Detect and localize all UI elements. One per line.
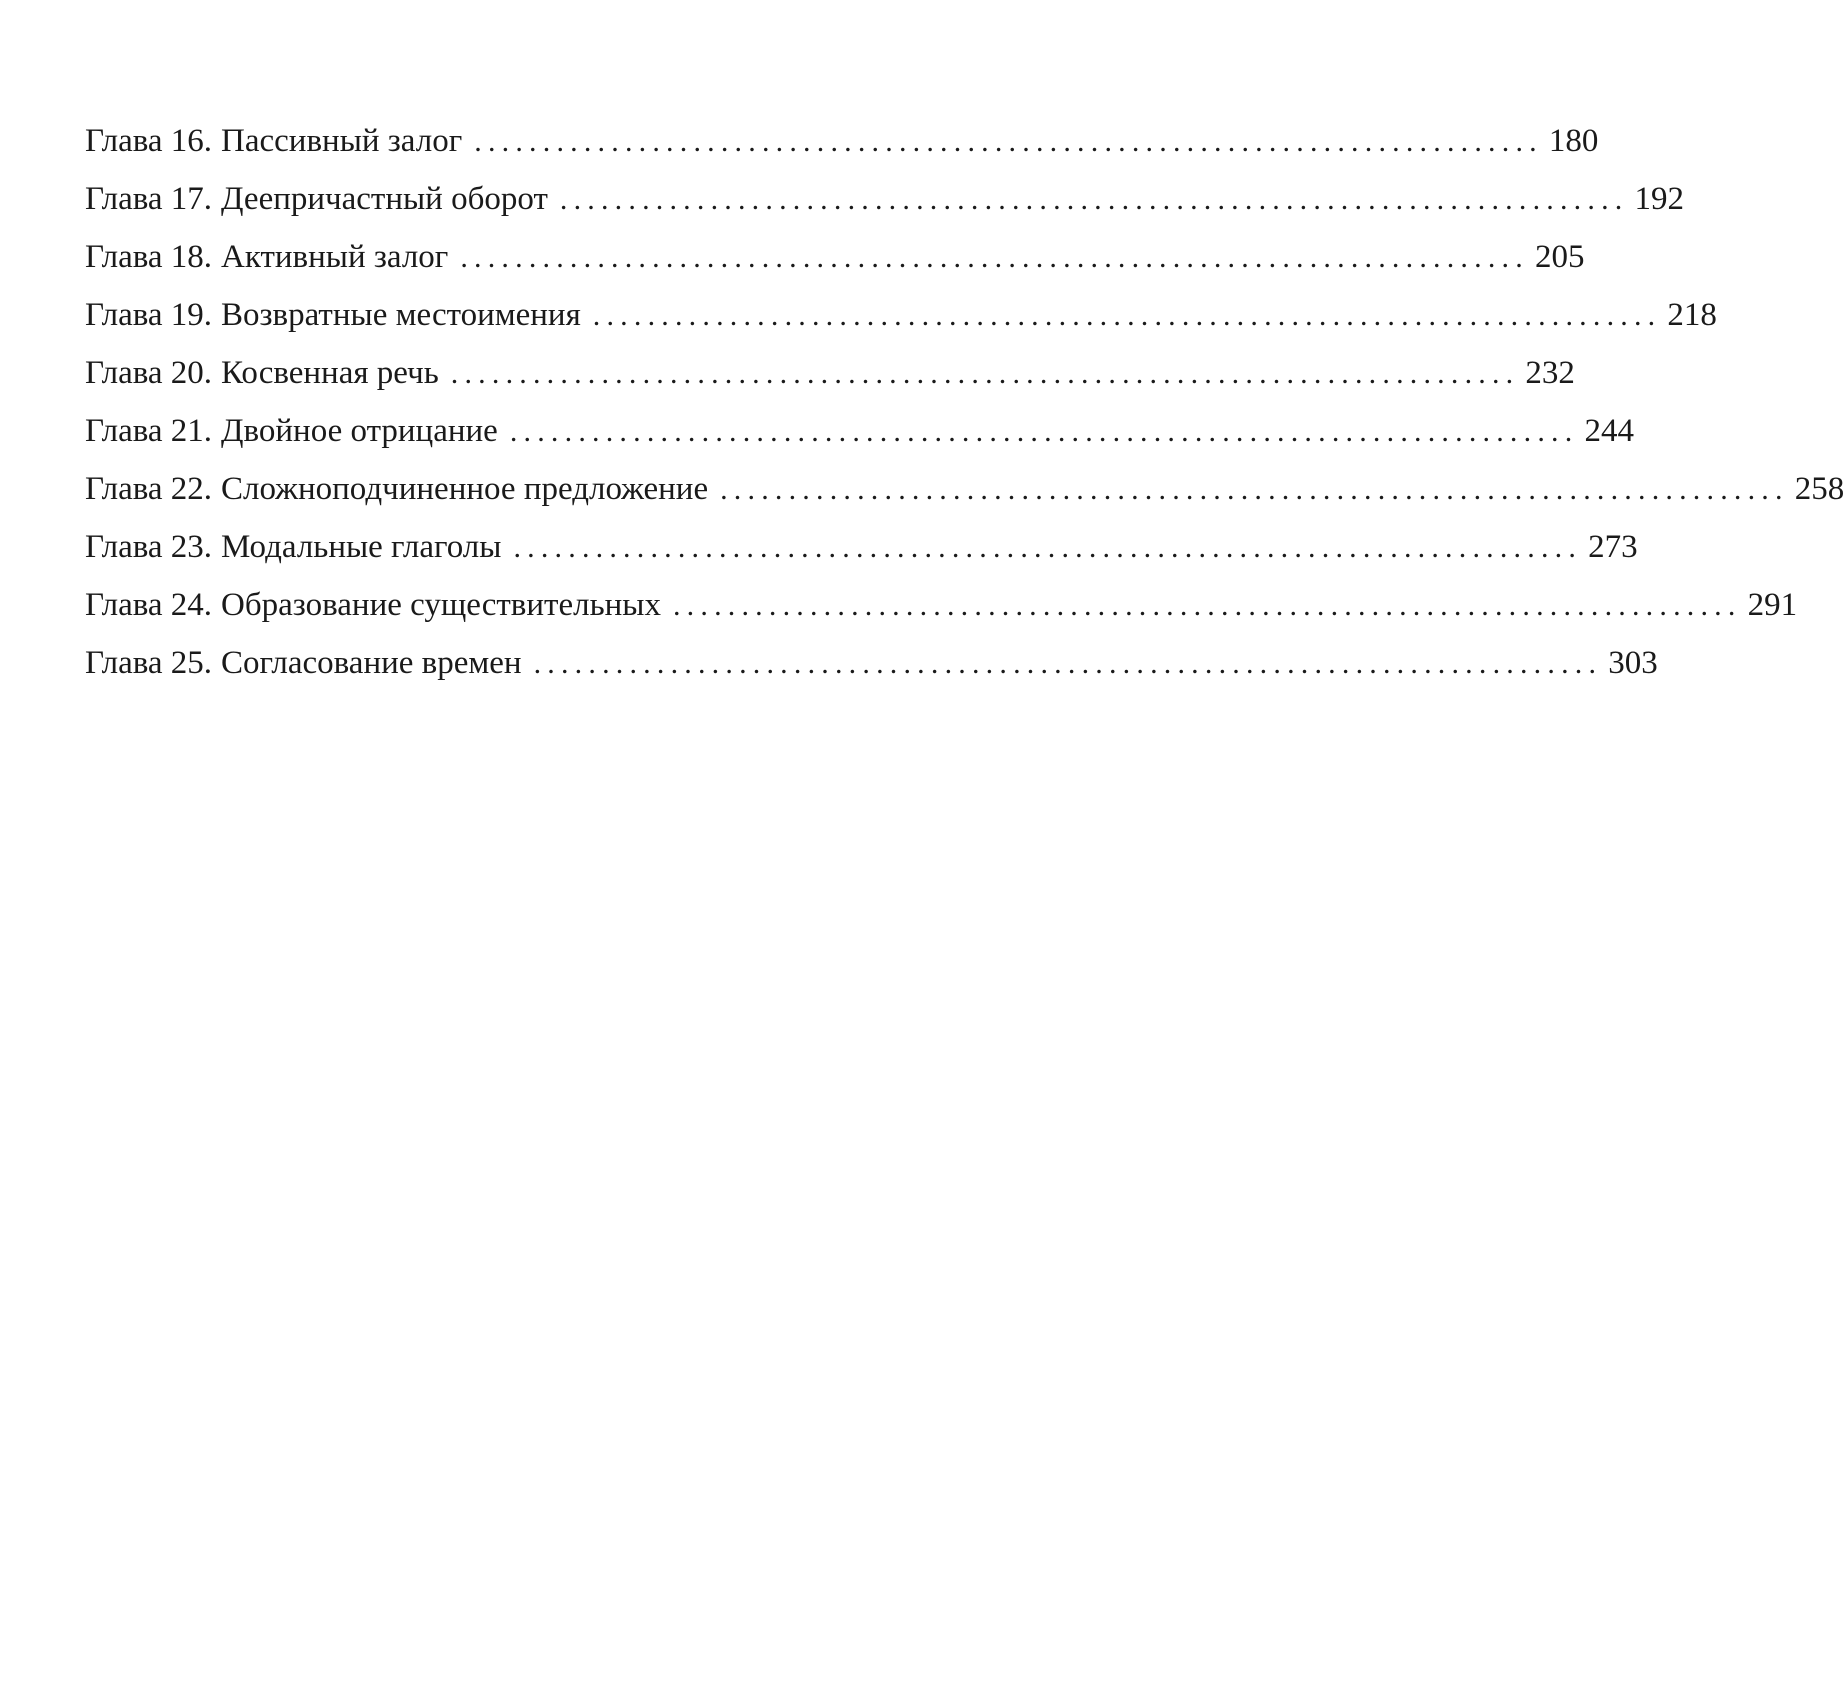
toc-chapter-number: Глава 16.	[85, 123, 213, 159]
toc-entry	[85, 170, 1684, 228]
toc-chapter-title: Возвратные местоимения	[221, 297, 581, 333]
toc-dot-leader: ..............................................................................	[513, 531, 1583, 564]
toc-chapter-title: Пассивный залог	[221, 123, 463, 159]
toc-entry	[85, 576, 1798, 634]
toc-entry	[85, 518, 1638, 576]
toc-dot-leader: ..............................................................................	[559, 183, 1629, 216]
toc-page-number: 180	[1548, 123, 1599, 159]
toc-dot-leader: ..............................................................................	[672, 589, 1742, 622]
toc-entry	[85, 634, 1658, 692]
toc-entry	[85, 228, 1585, 286]
toc-page-number: 258	[1794, 471, 1844, 507]
toc-chapter-title: Активный залог	[221, 239, 449, 275]
toc-chapter-title: Косвенная речь	[221, 355, 439, 391]
toc-dot-leader: ..............................................................................	[533, 647, 1603, 680]
toc-chapter-title: Согласование времен	[221, 645, 522, 681]
toc-chapter-title: Сложноподчиненное предложение	[221, 471, 709, 507]
toc-dot-leader: ..............................................................................	[474, 125, 1543, 158]
toc-page-number: 232	[1525, 355, 1575, 391]
toc-chapter-number: Глава 23.	[85, 529, 213, 565]
toc-chapter-title: Деепричастный оборот	[221, 181, 548, 217]
toc-chapter-number: Глава 25.	[85, 645, 213, 681]
toc-chapter-title: Модальные глаголы	[221, 529, 502, 565]
toc-page-number: 291	[1747, 587, 1798, 623]
toc-chapter-number: Глава 17.	[85, 181, 213, 217]
toc-page-number: 205	[1534, 239, 1585, 275]
toc-dot-leader: ..............................................................................	[509, 415, 1579, 448]
toc-entry	[85, 112, 1599, 170]
toc-chapter-number: Глава 22.	[85, 471, 213, 507]
toc-entry	[85, 402, 1634, 460]
toc-chapter-number: Глава 24.	[85, 587, 213, 623]
toc-dot-leader: ..............................................................................	[720, 473, 1789, 506]
toc-entry	[85, 286, 1717, 344]
toc-chapter-number: Глава 19.	[85, 297, 213, 333]
toc-page-number: 218	[1667, 297, 1717, 333]
toc-chapter-title: Двойное отрицание	[221, 413, 498, 449]
toc-dot-leader: ..............................................................................	[592, 299, 1662, 332]
toc-page-number: 192	[1634, 181, 1684, 217]
toc-chapter-number: Глава 18.	[85, 239, 213, 275]
toc-dot-leader: ..............................................................................	[450, 357, 1520, 390]
table-of-contents	[85, 112, 1844, 692]
toc-page-number: 244	[1584, 413, 1634, 449]
toc-page-number: 273	[1588, 529, 1638, 565]
toc-dot-leader: ..............................................................................	[460, 241, 1529, 274]
toc-page-number: 303	[1608, 645, 1658, 681]
toc-chapter-number: Глава 21.	[85, 413, 213, 449]
toc-chapter-title: Образование существительных	[221, 587, 661, 623]
toc-entry	[85, 460, 1844, 518]
toc-entry	[85, 344, 1575, 402]
toc-chapter-number: Глава 20.	[85, 355, 213, 391]
